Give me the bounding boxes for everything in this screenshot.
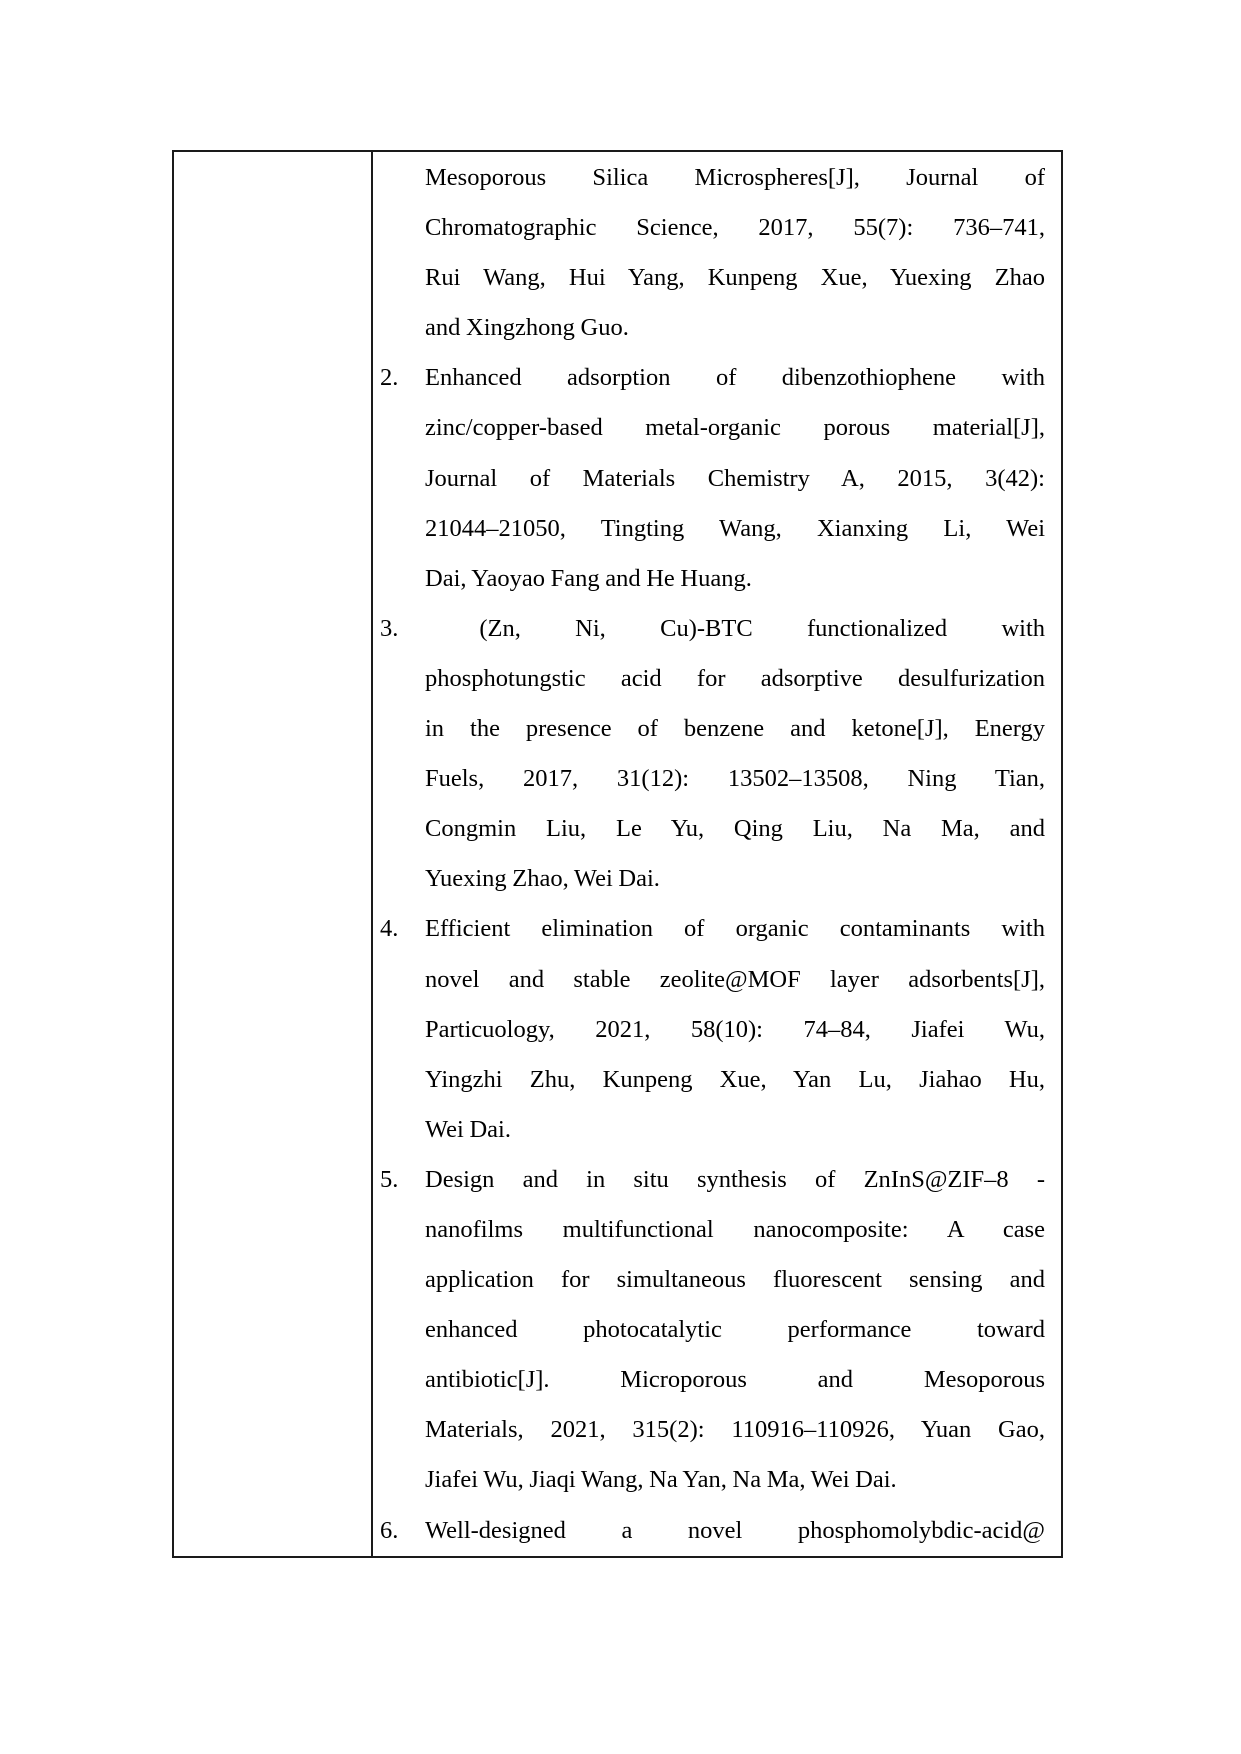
publications-table — [172, 150, 1063, 1558]
reference-line: in the presence of benzene and ketone[J], Energy — [425, 715, 1045, 743]
reference-line: application for simultaneous fluorescent sensing and — [425, 1266, 1045, 1294]
reference-text-block — [425, 1155, 1045, 1506]
reference-line: Congmin Liu, Le Yu, Qing Liu, Na Ma, and — [425, 815, 1045, 843]
reference-line: Particuology, 2021, 58(10): 74–84, Jiafei Wu, — [425, 1015, 1045, 1043]
reference-item — [380, 1155, 1045, 1506]
reference-line: Wei Dai. — [425, 1115, 511, 1143]
reference-line: 21044–21050, Tingting Wang, Xianxing Li, Wei — [425, 514, 1045, 542]
reference-line: antibiotic[J]. Microporous and Mesoporous — [425, 1366, 1045, 1394]
reference-text-block — [425, 904, 1045, 1154]
reference-line: zinc/copper-based metal-organic porous material[J], — [425, 414, 1045, 442]
reference-line: Chromatographic Science, 2017, 55(7): 736–741, — [425, 214, 1045, 242]
reference-text-block — [425, 153, 1045, 353]
reference-line: Enhanced adsorption of dibenzothiophene with — [425, 364, 1045, 392]
reference-item — [380, 604, 1045, 905]
reference-item — [380, 153, 1045, 353]
reference-line: Efficient elimination of organic contaminants with — [425, 915, 1045, 943]
reference-line: Journal of Materials Chemistry A, 2015, 3(42): — [425, 464, 1045, 492]
table-right-cell — [373, 152, 1061, 1556]
reference-number: 2. — [380, 364, 399, 392]
reference-number: 6. — [380, 1516, 399, 1544]
table-left-cell — [174, 152, 373, 1556]
reference-line: enhanced photocatalytic performance toward — [425, 1316, 1045, 1344]
reference-line: phosphotungstic acid for adsorptive desulfurization — [425, 664, 1045, 692]
reference-line: Yuexing Zhao, Wei Dai. — [425, 865, 660, 893]
reference-number: 5. — [380, 1165, 399, 1193]
reference-line: Well-designed a novel phosphomolybdic-acid@ — [425, 1516, 1045, 1544]
reference-line: Jiafei Wu, Jiaqi Wang, Na Yan, Na Ma, Wei Dai. — [425, 1466, 897, 1494]
reference-number: 3. — [380, 614, 399, 642]
reference-line: novel and stable zeolite@MOF layer adsorbents[J], — [425, 965, 1045, 993]
reference-line: Yingzhi Zhu, Kunpeng Xue, Yan Lu, Jiahao Hu, — [425, 1065, 1045, 1093]
reference-text-block — [425, 353, 1045, 603]
reference-line: Mesoporous Silica Microspheres[J], Journal of — [425, 164, 1045, 191]
reference-text-block — [425, 604, 1045, 905]
reference-line: and Xingzhong Guo. — [425, 314, 629, 342]
reference-item — [380, 353, 1045, 603]
reference-line: nanofilms multifunctional nanocomposite: A case — [425, 1215, 1045, 1243]
reference-line: Materials, 2021, 315(2): 110916–110926, Yuan Gao, — [425, 1416, 1045, 1444]
reference-line: Fuels, 2017, 31(12): 13502–13508, Ning Tian, — [425, 765, 1045, 793]
reference-line: Design and in situ synthesis of ZnInS@ZIF–8 - — [425, 1165, 1045, 1193]
reference-item — [380, 904, 1045, 1154]
reference-line: (Zn, Ni, Cu)-BTC functionalized with — [425, 614, 1045, 642]
reference-list — [380, 153, 1045, 1556]
reference-number: 4. — [380, 915, 399, 943]
reference-line: Dai, Yaoyao Fang and He Huang. — [425, 564, 752, 592]
reference-text-block — [425, 1506, 1045, 1556]
reference-line: Rui Wang, Hui Yang, Kunpeng Xue, Yuexing Zhao — [425, 264, 1045, 292]
reference-item — [380, 1506, 1045, 1556]
